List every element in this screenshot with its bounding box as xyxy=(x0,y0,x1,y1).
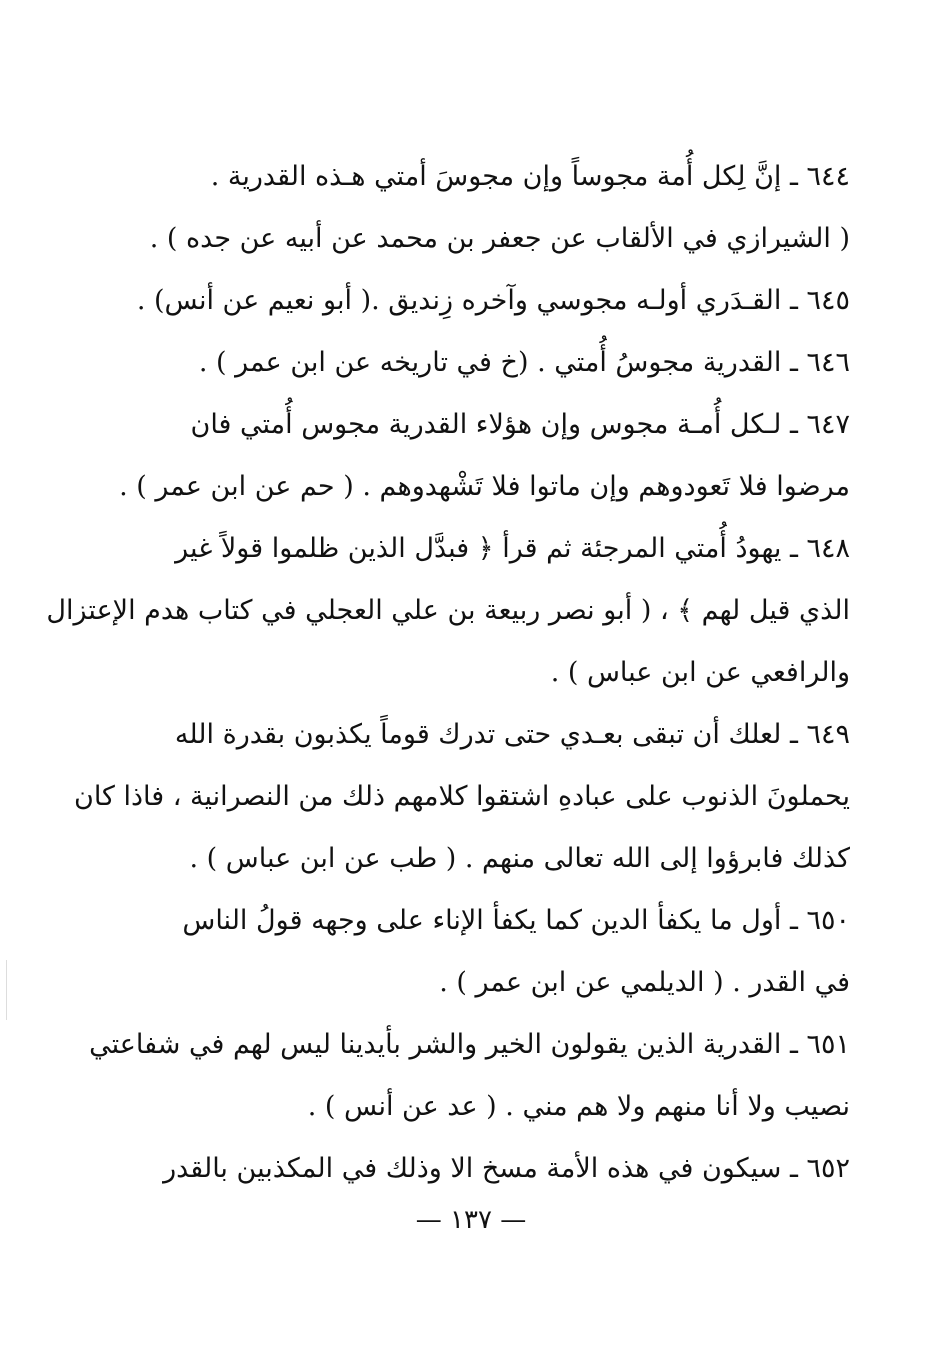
text-line-1: ٦٤٤ ـ إنَّ لِكل أُمة مجوساً وإن مجوسَ أمتي هـذه القدرية . xyxy=(210,161,850,192)
text-line-6: مرضوا فلا تَعودوهم وإن ماتوا فلا تَشْهدوهم . ( حم عن ابن عمر ) . xyxy=(119,471,850,502)
text-line-13: ٦٥٠ ـ أول ما يكفأ الدين كما يكفأ الإناء على وجهه قولُ الناس xyxy=(182,905,850,936)
text-line-5: ٦٤٧ ـ لـكل أُمـة مجوس وإن هؤلاء القدرية مجوس أُمتي فان xyxy=(190,409,850,440)
text-line-9: والرافعي عن ابن عباس ) . xyxy=(550,657,850,688)
text-line-17: ٦٥٢ ـ سيكون في هذه الأمة مسخ الا وذلك في المكذبين بالقدر xyxy=(163,1153,850,1184)
text-line-12: كذلك فابرؤوا إلى الله تعالى منهم . ( طب عن ابن عباس ) . xyxy=(189,843,850,874)
text-line-7: ٦٤٨ ـ يهودُ أُمتي المرجئة ثم قرأ ﴿ فبدَّل الذين ظلموا قولاً غير xyxy=(175,533,850,564)
text-line-10: ٦٤٩ ـ لعلك أن تبقى بعـدي حتى تدرك قوماً يكذبون بقدرة الله xyxy=(174,719,850,750)
text-line-14: في القدر . ( الديلمي عن ابن عمر ) . xyxy=(439,967,850,998)
page-number: — ١٣٧ — xyxy=(415,1205,527,1235)
hadith-text-block xyxy=(46,146,850,1200)
text-line-8: الذي قيل لهم ﴾ ، ( أبو نصر ربيعة بن علي العجلي في كتاب هدم الإعتزال xyxy=(46,595,850,626)
scan-edge-mark xyxy=(6,960,7,1020)
text-line-3: ٦٤٥ ـ القـدَري أولـه مجوسي وآخره زِنديق .( أبو نعيم عن أنس) . xyxy=(136,285,850,316)
text-line-11: يحملونَ الذنوب على عبادهِ اشتقوا كلامهم ذلك من النصرانية ، فاذا كان xyxy=(73,781,850,812)
text-line-2: ( الشيرازي في الألقاب عن جعفر بن محمد عن أبيه عن جده ) . xyxy=(149,223,850,254)
text-line-16: نصيب ولا أنا منهم ولا هم مني . ( عد عن أنس ) . xyxy=(307,1091,850,1122)
text-line-15: ٦٥١ ـ القدرية الذين يقولون الخير والشر بأيدينا ليس لهم في شفاعتي xyxy=(89,1029,850,1060)
text-line-4: ٦٤٦ ـ القدرية مجوسُ أُمتي . (خ في تاريخه عن ابن عمر ) . xyxy=(198,347,850,378)
